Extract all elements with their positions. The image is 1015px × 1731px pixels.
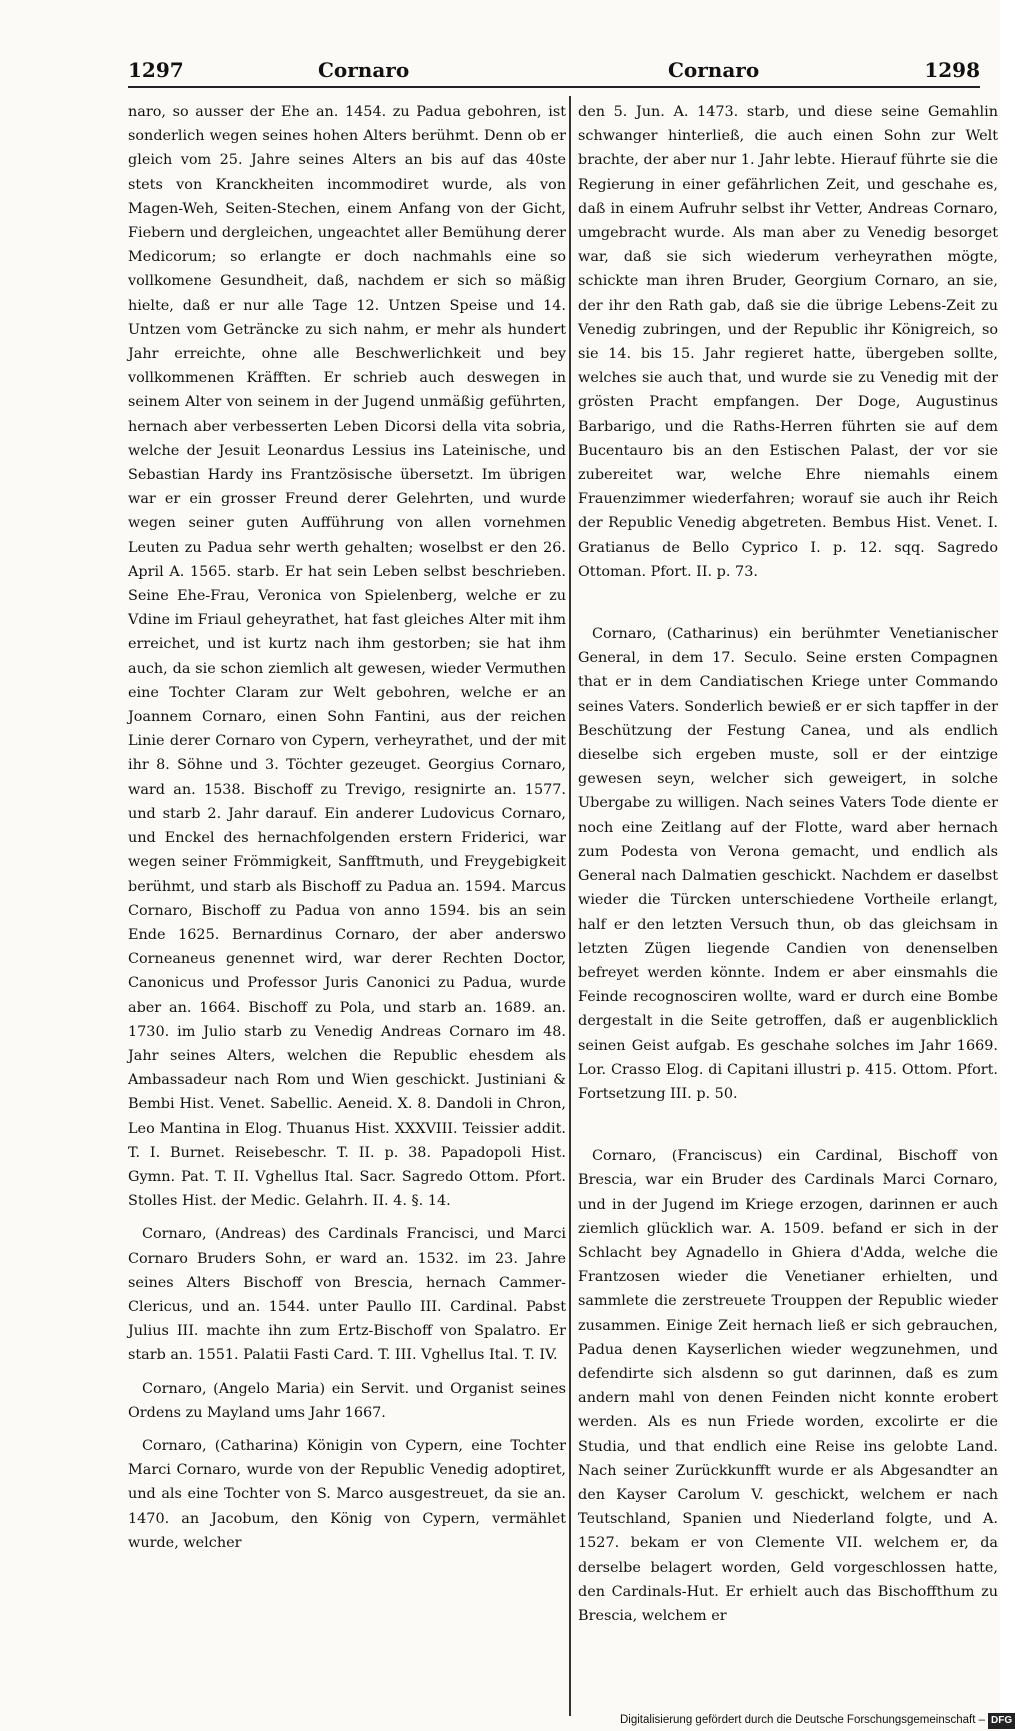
left-column xyxy=(128,100,566,1555)
right-running-title: Cornaro xyxy=(668,58,760,82)
entry-andreas: Cornaro, (Andreas) des Cardinals Francisci, und Marci Cornaro Bruders Sohn, er ward an. 1532. im 23. Jahre seines Alters Bischoff von Brescia, hernach Cammer-Clericus, und an. 1544. unter Paullo III. Cardinal. Pabst Julius III. machte ihn zum Ertz-Bischoff von Spalatro. Er starb an. 1551. Palatii Fasti Card. T. III. Vghellus Ital. T. IV. xyxy=(128,1226,566,1364)
column-divider xyxy=(569,96,571,1716)
left-running-title: Cornaro xyxy=(318,58,410,82)
entry-catharina: Cornaro, (Catharina) Königin von Cypern, eine Tochter Marci Cornaro, wurde von der Republic Venedig adoptiret, und als eine Tochter von S. Marco ausgestreuet, da sie an. 1470. an Jacobum, den König von Cypern, vermählet wurde, welcher xyxy=(128,1437,566,1551)
page-header xyxy=(128,50,980,88)
entry-continuation-ludovicus: naro, so ausser der Ehe an. 1454. zu Padua gebohren, ist sonderlich wegen seines hohen Alters berühmt. Denn ob er gleich vom 25. Jahre seines Alters an bis auf das 40ste stets von Kranckheiten incommodiret wurde, als von Magen-Weh, Seiten-Stechen, einem Anfang von der Gicht, Fiebern und dergleichen, ungeachtet aller Bemühung derer Medicorum; so erlangte er doch nachmahls eine so vollkomene Gesundheit, daß, nachdem er sich so mäßig hielte, daß er nur alle Tage 12. Untzen Speise und 14. Untzen vom Geträncke zu sich nahm, er mehr als hundert Jahr erreichte, ohne alle Beschwerlichkeit und bey vollkommenen Kräfften. Er schrieb auch deswegen in seinem Alter von seinem in der Jugend unmäßig geführten, hernach aber verbesserten Leben Dicorsi della vita sobria, welche der Jesuit Leonardus Lessius ins Lateinische, und Sebastian Hardy ins Frantzösische übersetzt. Im übrigen war er ein grosser Freund derer Gelehrten, und wurde wegen seiner guten Aufführung von allen vornehmen Leuten zu Padua sehr werth gehalten; woselbst er den 26. April A. 1565. starb. Er hat sein Leben selbst beschrieben. Seine Ehe-Frau, Veronica von Spielenberg, welche er zu Vdine im Friaul geheyrathet, hat fast gleiches Alter mit ihm erreichet, und ist kurtz nach ihm gestorben; sie hat ihm auch, da sie schon ziemlich alt gewesen, wieder Vermuthen eine Tochter Claram zur Welt gebohren, welche er an Joannem Cornaro, einen Sohn Fantini, aus der reichen Linie derer Cornaro von Cypern, verheyrathet, und der mit ihr 8. Söhne und 3. Töchter gezeuget. Georgius Cornaro, ward an. 1538. Bischoff zu Trevigo, resignirte an. 1577. und starb 2. Jahr darauf. Ein anderer Ludovicus Cornaro, und Enckel des hernachfolgenden erstern Friderici, war wegen seiner Frömmigkeit, Sanfftmuth, und Freygebigkeit berühmt, und starb als Bischoff zu Padua an. 1594. Marcus Cornaro, Bischoff zu Padua von anno 1594. bis an sein Ende 1625. Bernardinus Cornaro, der aber anderswo Corneaneus genennet wird, war derer Rechten Doctor, Canonicus und Professor Juris Canonici zu Padua, wurde aber an. 1664. Bischoff zu Pola, und starb an. 1689. an. 1730. im Julio starb zu Venedig Andreas Cornaro im 48. Jahr seines Alters, welchen die Republic ehesdem als Ambassadeur nach Rom und Wien geschickt. Justiniani & Bembi Hist. Venet. Sabellic. Aeneid. X. 8. Dandoli in Chron, Leo Mantina in Elog. Thuanus Hist. XXXVIII. Teissier addit. T. I. Burnet. Reisebeschr. T. II. p. 38. Papadopoli Hist. Gymn. Pat. T. II. Vghellus Ital. Sacr. Sagredo Ottom. Pfort. Stolles Hist. der Medic. Gelahrh. II. 4. §. 14. xyxy=(128,104,566,1210)
digitization-credit xyxy=(620,1712,1013,1728)
entry-angelo-maria: Cornaro, (Angelo Maria) ein Servit. und Organist seines Ordens zu Mayland ums Jahr 1667. xyxy=(128,1380,566,1421)
entry-catharinus: Cornaro, (Catharinus) ein berühmter Venetianischer General, in dem 17. Seculo. Seine ersten Compagnen that er in dem Candiatischen Kriege unter Commando seines Vaters. Sonderlich bewieß er er sich tapffer in der Beschützung der Festung Canea, und als endlich dieselbe sich ergeben muste, soll er der eintzige gewesen seyn, welcher sich geweigert, in solche Ubergabe zu willigen. Nach seines Vaters Tode diente er noch eine Zeitlang auf der Flotte, ward aber hernach zum Podesta von Verona gemacht, und endlich als General nach Dalmatien geschickt. Nachdem er daselbst wieder die Türcken unterschiedene Vortheile erlangt, half er den letzten Versuch thun, ob das gleichsam in letzten Zügen liegende Candien von denenselben befreyet werden könnte. Indem er aber einsmahls die Feinde recognosciren wollte, ward er durch eine Bombe dergestalt in die Seite getroffen, daß er augenblicklich seinen Geist aufgab. Es geschahe solches im Jahr 1669. Lor. Crasso Elog. di Capitani illustri p. 415. Ottom. Pfort. Fortsetzung III. p. 50. xyxy=(578,626,998,1102)
right-page-number: 1298 xyxy=(924,58,980,82)
entry-catharina-continued: den 5. Jun. A. 1473. starb, und diese seine Gemahlin schwanger hinterließ, die auch einen Sohn zur Welt brachte, der aber nur 1. Jahr lebte. Hierauf führte sie die Regierung in einer gefährlichen Zeit, und geschahe es, daß in einem Aufruhr selbst ihr Vetter, Andreas Cornaro, umgebracht wurde. Als man aber zu Venedig besorget war, daß sie sich wiederum verheyrathen mögte, schickte man ihren Bruder, Georgium Cornaro, an sie, der ihr den Rath gab, daß sie die übrige Lebens-Zeit zu Venedig zubringen, und der Republic ihr Königreich, so sie 14. bis 15. Jahr regieret hatte, übergeben sollte, welches sie auch that, und wurde sie zu Venedig mit der grösten Pracht empfangen. Der Doge, Augustinus Barbarigo, und die Raths-Herren führten sie auf dem Bucentauro bis an den Estischen Palast, der vor sie zubereitet war, welche Ehre niemahls einem Frauenzimmer wiederfahren; worauf sie auch ihr Reich der Republic Venedig abgetreten. Bembus Hist. Venet. I. Gratianus de Bello Cyprico I. p. 12. sqq. Sagredo Ottoman. Pfort. II. p. 73. xyxy=(578,104,998,580)
entry-franciscus: Cornaro, (Franciscus) ein Cardinal, Bischoff von Brescia, war ein Bruder des Cardinals Marci Cornaro, und in der Jugend im Kriege erzogen, darinnen er auch ziemlich glücklich war. A. 1509. befand er sich in der Schlacht bey Agnadello in Ghiera d'Adda, welche die Frantzosen wieder die Venetianer erhielten, und sammlete die zerstreuete Trouppen der Republic wieder zusammen. Einige Zeit hernach ließ er sich gebrauchen, Padua denen Kayserlichen wieder wegzunehmen, und defendirte sich alsdenn so gut darinnen, daß es zum andern mahl von denen Feinden nicht konnte erobert werden. Als es nun Friede worden, excolirte er die Studia, und that endlich eine Reise ins gelobte Land. Nach seiner Zurückkunfft wurde er als Abgesandter an den Kayser Carolum V. geschickt, welchem er nach Teutschland, Spanien und Niederland folgte, und A. 1527. bekam er von Clemente VII. welchem er, da derselbe belagert worden, Geld vorgeschlossen hatte, den Cardinals-Hut. Er erhielt auch das Bischoffthum zu Brescia, welchem er xyxy=(578,1148,998,1624)
left-page-number: 1297 xyxy=(128,58,184,82)
dfg-logo: DFG xyxy=(988,1713,1015,1729)
credit-text: Digitalisierung gefördert durch die Deutsche Forschungsgemeinschaft – xyxy=(620,1714,986,1726)
right-column xyxy=(578,100,998,1628)
